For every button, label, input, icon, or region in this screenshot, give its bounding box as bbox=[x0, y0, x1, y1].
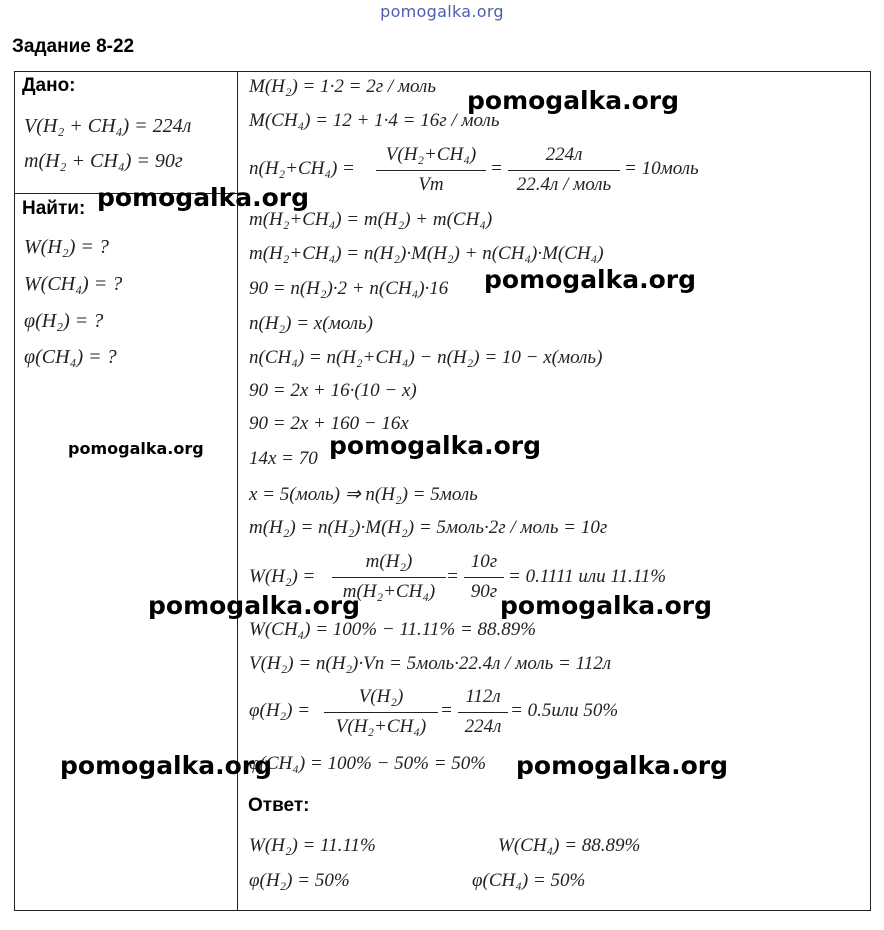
watermark: pomogalka.org bbox=[60, 751, 273, 780]
solution-line-3-eq: = bbox=[490, 158, 503, 179]
fraction-bar bbox=[376, 170, 486, 171]
watermark: pomogalka.org bbox=[484, 265, 697, 294]
find-label: Найти: bbox=[22, 198, 86, 219]
solution-line-17-numerator-2: 112л bbox=[465, 686, 501, 707]
solution-line-14-result: = 0.1111 или 11.11% bbox=[508, 566, 667, 587]
solution-line-12: x = 5(моль) ⇒ n(H₂) = 5моль bbox=[249, 484, 478, 505]
solution-line-5: m(H₂+CH₄) = n(H₂)·M(H₂) + n(CH₄)·M(CH₄) bbox=[249, 243, 604, 264]
watermark: pomogalka.org bbox=[467, 86, 680, 115]
solution-line-14-numerator: m(H₂) bbox=[365, 551, 413, 572]
solution-line-17-left: φ(H₂) = bbox=[249, 700, 311, 721]
solution-line-18: φ(CH₄) = 100% − 50% = 50% bbox=[249, 753, 487, 774]
fraction-bar bbox=[332, 577, 446, 578]
solution-line-6: 90 = n(H₂)·2 + n(CH₄)·16 bbox=[249, 278, 449, 299]
fraction-bar bbox=[508, 170, 620, 171]
solution-line-17-eq: = bbox=[440, 700, 453, 721]
fraction-bar bbox=[458, 712, 508, 713]
solution-line-2: M(CH₄) = 12 + 1·4 = 16г / моль bbox=[249, 110, 500, 131]
solution-line-8: n(CH₄) = n(H₂+CH₄) − n(H₂) = 10 − x(моль) bbox=[249, 347, 603, 368]
watermark: pomogalka.org bbox=[500, 591, 713, 620]
solution-line-13: m(H₂) = n(H₂)·M(H₂) = 5моль·2г / моль = 10г bbox=[249, 517, 608, 538]
solution-line-17-denominator: V(H₂+CH₄) bbox=[335, 716, 427, 737]
find-phi-ch4: φ(CH₄) = ? bbox=[24, 346, 117, 368]
watermark: pomogalka.org bbox=[516, 751, 729, 780]
watermark: pomogalka.org bbox=[97, 183, 310, 212]
answer-w-h2: W(H₂) = 11.11% bbox=[249, 835, 376, 856]
solution-line-7: n(H₂) = x(моль) bbox=[249, 313, 373, 334]
solution-line-15: W(CH₄) = 100% − 11.11% = 88.89% bbox=[249, 619, 537, 640]
site-header-watermark[interactable]: pomogalka.org bbox=[380, 2, 504, 21]
solution-line-3-denominator: Vm bbox=[418, 174, 444, 195]
given-mass: m(H₂ + CH₄) = 90г bbox=[24, 150, 183, 172]
solution-line-14-left: W(H₂) = bbox=[249, 566, 316, 587]
watermark: pomogalka.org bbox=[68, 439, 204, 458]
given-label: Дано: bbox=[22, 75, 76, 96]
solution-line-14-eq: = bbox=[446, 566, 459, 587]
answer-label: Ответ: bbox=[248, 795, 310, 816]
solution-line-4: m(H₂+CH₄) = m(H₂) + m(CH₄) bbox=[249, 209, 493, 230]
solution-line-9: 90 = 2x + 16·(10 − x) bbox=[249, 380, 417, 401]
answer-phi-h2: φ(H₂) = 50% bbox=[249, 870, 350, 891]
solution-line-14-denominator: m(H₂+CH₄) bbox=[342, 581, 436, 602]
solution-line-3-result: = 10моль bbox=[624, 158, 699, 179]
find-phi-h2: φ(H₂) = ? bbox=[24, 310, 104, 332]
solution-line-1: M(H₂) = 1·2 = 2г / моль bbox=[249, 76, 436, 97]
solution-line-17-denominator-2: 224л bbox=[464, 716, 502, 737]
find-w-h2: W(H₂) = ? bbox=[24, 236, 109, 258]
task-title: Задание 8-22 bbox=[12, 36, 135, 57]
solution-line-3-numerator-2: 224л bbox=[545, 144, 583, 165]
solution-line-14-numerator-2: 10г bbox=[470, 551, 498, 572]
solution-line-3-left: n(H₂+CH₄) = bbox=[249, 158, 355, 179]
answer-phi-ch4: φ(CH₄) = 50% bbox=[472, 870, 586, 891]
answer-w-ch4: W(CH₄) = 88.89% bbox=[498, 835, 641, 856]
solution-line-3-numerator: V(H₂+CH₄) bbox=[385, 144, 477, 165]
solution-line-10: 90 = 2x + 160 − 16x bbox=[249, 413, 409, 434]
watermark: pomogalka.org bbox=[148, 591, 361, 620]
solution-line-17-result: = 0.5или 50% bbox=[510, 700, 619, 721]
find-w-ch4: W(CH₄) = ? bbox=[24, 273, 123, 295]
solution-line-3-denominator-2: 22.4л / моль bbox=[516, 174, 612, 195]
watermark: pomogalka.org bbox=[329, 431, 542, 460]
solution-line-17-numerator: V(H₂) bbox=[358, 686, 404, 707]
given-volume: V(H₂ + CH₄) = 224л bbox=[24, 115, 192, 137]
solution-line-11: 14x = 70 bbox=[249, 448, 318, 469]
fraction-bar bbox=[324, 712, 438, 713]
solution-line-14-denominator-2: 90г bbox=[470, 581, 498, 602]
fraction-bar bbox=[464, 577, 504, 578]
solution-line-16: V(H₂) = n(H₂)·Vn = 5моль·22.4л / моль = 112л bbox=[249, 653, 611, 674]
